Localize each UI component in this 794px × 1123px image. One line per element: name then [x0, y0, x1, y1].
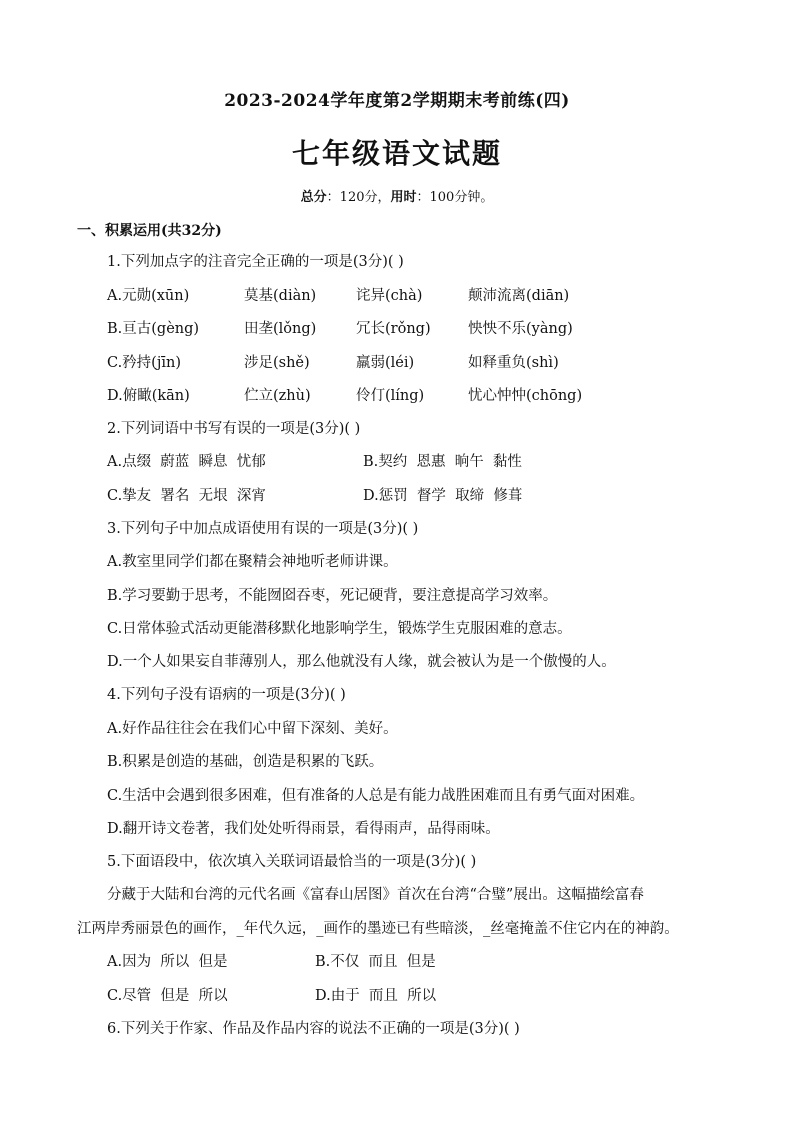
q4-option: B.积累是创造的基础，创造是积累的飞跃。: [107, 754, 384, 770]
q1-option-cell: 田垄(lǒng): [244, 321, 317, 337]
q1-option-cell: A.元勋(xūn): [107, 288, 190, 304]
score-label: 总分: [300, 190, 327, 205]
q4-option: C.生活中会遇到很多困难，但有准备的人总是有能力战胜困难而且有勇气面对困难。: [107, 788, 645, 804]
q4-option: D.翻开诗文卷著，我们处处听得雨景，看得雨声，品得雨味。: [107, 821, 500, 837]
q1-option-cell: 颠沛流离(diān): [468, 288, 570, 304]
q1-option-cell: 冗长(rǒng): [356, 321, 431, 337]
question-5-stem: 5.下面语段中，依次填入关联词语最恰当的一项是(3分)( ): [107, 854, 477, 870]
q1-option-cell: 伶仃(líng): [356, 388, 425, 404]
question-1-stem: 1.下列加点字的注音完全正确的一项是(3分)( ): [107, 254, 404, 270]
q2-option-cell: D.惩罚 督学 取缔 修葺: [363, 488, 523, 504]
exam-meta: [0, 186, 794, 205]
q5-option-cell: B.不仅 而且 但是: [315, 954, 436, 970]
q1-option-cell: 如释重负(shì): [468, 355, 559, 371]
q5-option-cell: D.由于 而且 所以: [315, 988, 437, 1004]
q1-option-cell: 羸弱(léi): [356, 355, 415, 371]
q2-option-cell: A.点缀 蔚蓝 瞬息 忧郁: [107, 454, 266, 470]
q1-option-cell: 莫基(diàn): [244, 288, 317, 304]
q4-option: A.好作品往往会在我们心中留下深刻、美好。: [107, 721, 398, 737]
time-value: ：100分钟。: [416, 190, 494, 205]
q1-option-cell: 忧心忡忡(chōng): [468, 388, 583, 404]
q3-option: D.一个人如果妄自菲薄别人，那么他就没有人缘，就会被认为是一个傲慢的人。: [107, 654, 616, 670]
question-4-stem: 4.下列句子没有语病的一项是(3分)( ): [107, 687, 346, 703]
exam-subtitle: 2023-2024学年度第2学期期末考前练(四): [224, 91, 570, 111]
question-2-stem: 2.下列词语中书写有误的一项是(3分)( ): [107, 421, 361, 437]
q3-option: C.日常体验式活动更能潜移默化地影响学生，锻炼学生克服困难的意志。: [107, 621, 572, 637]
q1-option-cell: 诧异(chà): [356, 288, 423, 304]
q5-option-cell: A.因为 所以 但是: [107, 954, 228, 970]
section-heading: 一、积累运用(共32分): [77, 223, 222, 239]
q5-passage-line: 江两岸秀丽景色的画作，_年代久远，_画作的墨迹已有些暗淡，_丝毫掩盖不住它内在的神韵。: [77, 921, 679, 937]
q1-option-cell: 伫立(zhù): [244, 388, 311, 404]
question-6-stem: 6.下列关于作家、作品及作品内容的说法不正确的一项是(3分)( ): [107, 1021, 520, 1037]
q3-option: A.教室里同学们都在聚精会神地听老师讲课。: [107, 554, 398, 570]
score-value: ：120分，: [326, 190, 391, 205]
exam-title: 七年级语文试题: [291, 137, 502, 170]
q1-option-cell: C.矜持(jīn): [107, 355, 181, 371]
q2-option-cell: C.挚友 署名 无垠 深宵: [107, 488, 266, 504]
q1-option-cell: B.亘古(gèng): [107, 321, 200, 337]
q2-option-cell: B.契约 恩惠 晌午 黏性: [363, 454, 522, 470]
q1-option-cell: D.俯瞰(kān): [107, 388, 190, 404]
q5-passage-line: 分藏于大陆和台湾的元代名画《富春山居图》首次在台湾“合璧”展出。这幅描绘富春: [107, 887, 644, 903]
question-3-stem: 3.下列句子中加点成语使用有误的一项是(3分)( ): [107, 521, 419, 537]
q3-option: B.学习要勤于思考，不能囫囵吞枣，死记硬背，要注意提高学习效率。: [107, 588, 558, 604]
q5-option-cell: C.尽管 但是 所以: [107, 988, 228, 1004]
q1-option-cell: 怏怏不乐(yàng): [468, 321, 573, 337]
q1-option-cell: 涉足(shě): [244, 355, 310, 371]
time-label: 用时: [390, 190, 417, 205]
